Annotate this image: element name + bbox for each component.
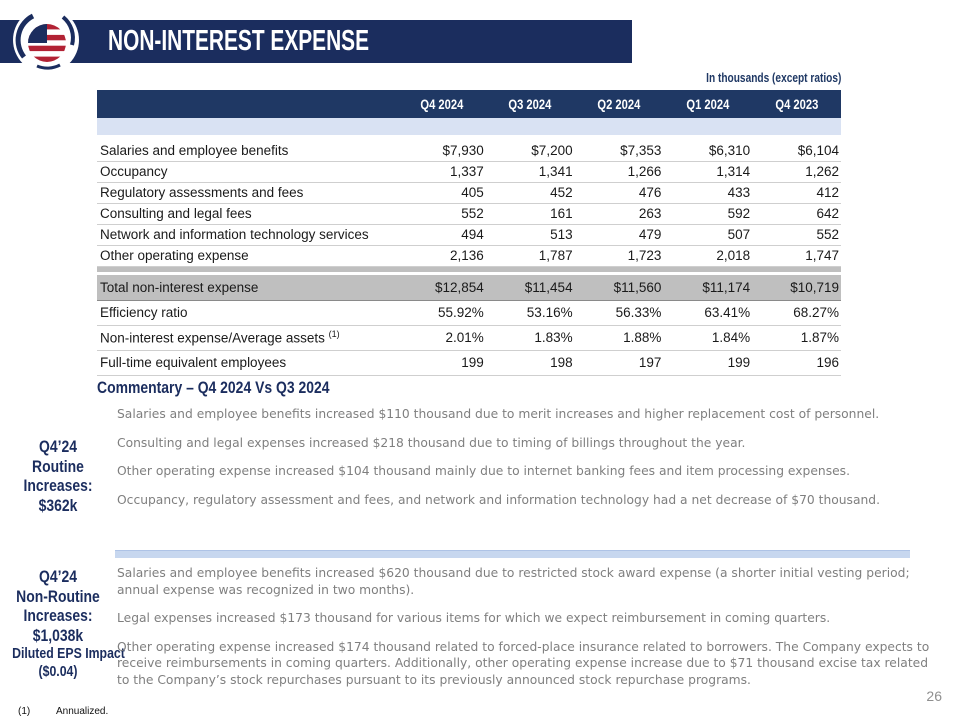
table-row bbox=[97, 300, 841, 325]
cell-value: 513 bbox=[486, 224, 575, 245]
cell-value: 1.87% bbox=[752, 325, 841, 350]
table-row bbox=[97, 245, 841, 266]
commentary-paragraph: Other operating expense increased $174 thousand related to forced-place insurance related to borrowers. The Company expects to receive reimbursements in coming quarters. Additionally, other operating expense increase due to $71 thousand excise tax related to the Company’s stock repurchases pursuant to its previously announced stock repurchase programs. bbox=[117, 639, 930, 687]
cell-value: 1,787 bbox=[486, 245, 575, 266]
table-row bbox=[97, 203, 841, 224]
col-header: Q4 2024 bbox=[419, 96, 463, 112]
section-divider bbox=[115, 550, 910, 558]
cell-value: 1.88% bbox=[575, 325, 664, 350]
col-header: Q2 2024 bbox=[597, 96, 641, 112]
cell-value: 2.01% bbox=[397, 325, 486, 350]
cell-value: 592 bbox=[663, 203, 752, 224]
cell-value: 1,262 bbox=[752, 161, 841, 182]
footnote-marker: (1) bbox=[18, 706, 31, 717]
col-header: Q3 2024 bbox=[508, 96, 552, 112]
page-title: NON-INTEREST EXPENSE bbox=[108, 25, 370, 57]
cell-value: 56.33% bbox=[575, 300, 664, 325]
cell-value: 68.27% bbox=[752, 300, 841, 325]
cell-value: 1,747 bbox=[752, 245, 841, 266]
row-label: Regulatory assessments and fees bbox=[97, 182, 397, 203]
table-row bbox=[97, 325, 841, 350]
label-line: $1,038k bbox=[32, 625, 84, 645]
commentary-paragraph: Other operating expense increased $104 thousand mainly due to internet banking fees and item processing expenses. bbox=[117, 464, 850, 478]
cell-value: $11,560 bbox=[575, 275, 664, 300]
label-line: Routine bbox=[32, 456, 84, 476]
commentary-paragraph: Legal expenses increased $173 thousand for various items for which we expect reimbursement in coming quarters. bbox=[117, 611, 831, 625]
table-header-row bbox=[97, 90, 841, 118]
cell-value: 433 bbox=[663, 182, 752, 203]
cell-value: 476 bbox=[575, 182, 664, 203]
cell-value: $7,930 bbox=[397, 140, 486, 161]
commentary-paragraph: Occupancy, regulatory assessment and fees, and network and information technology had a net decrease of $70 thousand. bbox=[117, 492, 881, 507]
table-row bbox=[97, 161, 841, 182]
cell-value: 1,266 bbox=[575, 161, 664, 182]
row-label: Network and information technology services bbox=[97, 224, 397, 245]
total-row bbox=[97, 275, 841, 300]
non-routine-commentary bbox=[117, 565, 935, 700]
highlight-empty-row bbox=[97, 118, 841, 135]
cell-value: 53.16% bbox=[486, 300, 575, 325]
cell-value: 452 bbox=[486, 182, 575, 203]
cell-value: $7,353 bbox=[575, 140, 664, 161]
cell-value: 161 bbox=[486, 203, 575, 224]
cell-value: 642 bbox=[752, 203, 841, 224]
table-row bbox=[97, 140, 841, 161]
label-line: Increases: bbox=[23, 476, 93, 495]
cell-value: $12,854 bbox=[397, 275, 486, 300]
cell-value: 1,723 bbox=[575, 245, 664, 266]
col-header: Q1 2024 bbox=[686, 96, 730, 112]
financial-table bbox=[97, 90, 841, 376]
cell-value: 552 bbox=[397, 203, 486, 224]
row-label: Consulting and legal fees bbox=[97, 203, 397, 224]
table-row bbox=[97, 224, 841, 245]
commentary-paragraph: Salaries and employee benefits increased $110 thousand due to merit increases and higher replacement cost of personnel. bbox=[117, 407, 880, 421]
row-label: Non-interest expense/Average assets bbox=[100, 330, 325, 346]
cell-value: 1,314 bbox=[663, 161, 752, 182]
cell-value: 199 bbox=[397, 350, 486, 375]
label-line: Q4’24 bbox=[39, 437, 77, 456]
cell-value: 2,136 bbox=[397, 245, 486, 266]
row-label: Efficiency ratio bbox=[97, 300, 397, 325]
cell-value: 405 bbox=[397, 182, 486, 203]
cell-value: 552 bbox=[752, 224, 841, 245]
cell-value: 479 bbox=[575, 224, 664, 245]
cell-value: 197 bbox=[575, 350, 664, 375]
row-label: Full-time equivalent employees bbox=[97, 350, 397, 375]
cell-value: $7,200 bbox=[486, 140, 575, 161]
label-line: Diluted EPS Impact bbox=[12, 645, 125, 662]
cell-value: 198 bbox=[486, 350, 575, 375]
cell-value: 2,018 bbox=[663, 245, 752, 266]
cell-value: 1,341 bbox=[486, 161, 575, 182]
cell-value: $6,104 bbox=[752, 140, 841, 161]
cell-value: $6,310 bbox=[663, 140, 752, 161]
cell-value: $11,454 bbox=[486, 275, 575, 300]
row-label: Salaries and employee benefits bbox=[97, 140, 397, 161]
cell-value: 1.83% bbox=[486, 325, 575, 350]
cell-value: $11,174 bbox=[663, 275, 752, 300]
label-line: $362k bbox=[38, 495, 78, 515]
row-label: Total non-interest expense bbox=[97, 275, 397, 300]
non-routine-increases-label bbox=[2, 567, 125, 681]
commentary-paragraph: Salaries and employee benefits increased $620 thousand due to restricted stock award expense (a shorter initial vesting period; annual expense was recognized in two months). bbox=[117, 566, 910, 597]
label-line: Increases: bbox=[23, 606, 93, 625]
cell-value: 63.41% bbox=[663, 300, 752, 325]
col-header: Q4 2023 bbox=[775, 96, 819, 112]
table-row bbox=[97, 182, 841, 203]
flag-globe-icon bbox=[13, 7, 79, 73]
cell-value: $10,719 bbox=[752, 275, 841, 300]
footnote-marker: (1) bbox=[328, 329, 340, 340]
commentary-title: Commentary – Q4 2024 Vs Q3 2024 bbox=[97, 378, 330, 397]
footnote bbox=[18, 706, 108, 717]
row-label: Other operating expense bbox=[97, 245, 397, 266]
cell-value: 494 bbox=[397, 224, 486, 245]
cell-value: 412 bbox=[752, 182, 841, 203]
commentary-paragraph: Consulting and legal expenses increased $218 thousand due to timing of billings throughout the year. bbox=[117, 435, 746, 450]
row-label: Occupancy bbox=[97, 161, 397, 182]
footnote-text: Annualized. bbox=[56, 706, 109, 717]
page-number: 26 bbox=[926, 688, 942, 704]
label-line: Q4’24 bbox=[39, 567, 77, 586]
units-note: In thousands (except ratios) bbox=[705, 70, 841, 85]
label-line: ($0.04) bbox=[38, 663, 78, 680]
cell-value: 1,337 bbox=[397, 161, 486, 182]
routine-increases-label bbox=[8, 437, 108, 515]
routine-commentary bbox=[117, 406, 895, 520]
cell-value: 507 bbox=[663, 224, 752, 245]
cell-value: 1.84% bbox=[663, 325, 752, 350]
cell-value: 199 bbox=[663, 350, 752, 375]
table-row bbox=[97, 350, 841, 375]
cell-value: 263 bbox=[575, 203, 664, 224]
cell-value: 55.92% bbox=[397, 300, 486, 325]
label-line: Non-Routine bbox=[16, 586, 100, 606]
header-empty-cell bbox=[97, 90, 397, 118]
cell-value: 196 bbox=[752, 350, 841, 375]
